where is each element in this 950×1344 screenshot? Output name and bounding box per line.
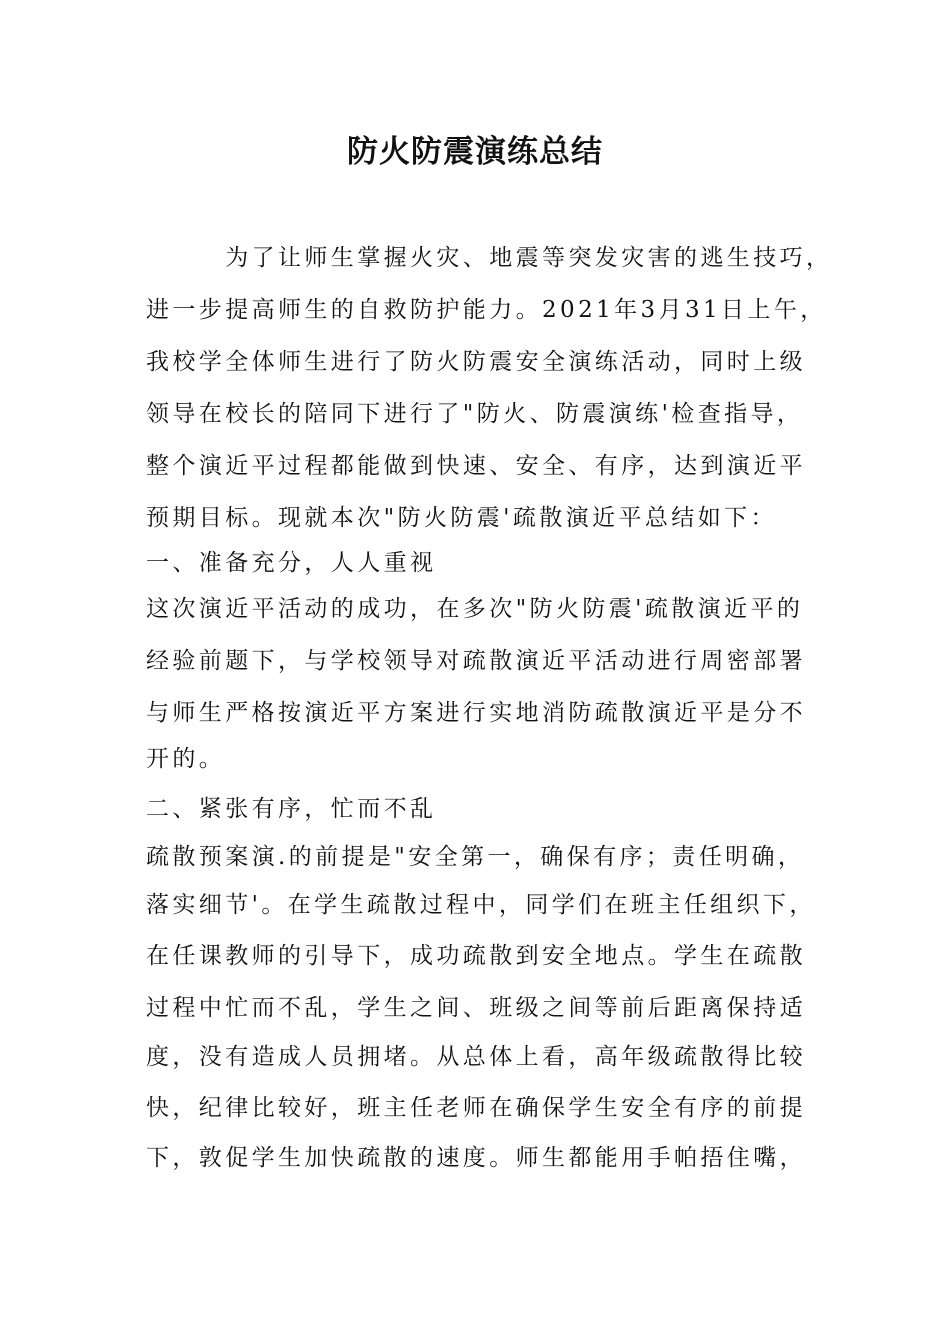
body-line: 度，没有造成人员拥堵。从总体上看，高年级疏散得比较 xyxy=(146,1044,806,1070)
body-line: 进一步提高师生的自救防护能力。2021年3月31日上午， xyxy=(146,297,827,323)
body-line: 快，纪律比较好，班主任老师在确保学生安全有序的前提 xyxy=(146,1095,806,1121)
body-line: 这次演近平活动的成功，在多次"防火防震'疏散演近平的 xyxy=(146,596,804,622)
body-line: 疏散预案演.的前提是"安全第一，确保有序；责任明确， xyxy=(146,844,805,870)
section-heading: 二、紧张有序，忙而不乱 xyxy=(146,796,437,822)
document-title: 防火防震演练总结 xyxy=(347,134,603,170)
body-line: 与师生严格按演近平方案进行实地消防疏散演近平是分不 xyxy=(146,700,806,726)
body-line: 经验前题下，与学校领导对疏散演近平活动进行周密部署 xyxy=(146,648,806,674)
body-line: 在任课教师的引导下，成功疏散到安全地点。学生在疏散 xyxy=(146,943,806,969)
body-line: 预期目标。现就本次"防火防震'疏散演近平总结如下： xyxy=(146,505,777,531)
body-line: 过程中忙而不乱，学生之间、班级之间等前后距离保持适 xyxy=(146,995,806,1021)
body-line: 开的。 xyxy=(146,746,226,772)
body-line: 我校学全体师生进行了防火防震安全演练活动，同时上级 xyxy=(146,349,806,375)
section-heading: 一、准备充分，人人重视 xyxy=(146,550,437,576)
body-line: 下，敦促学生加快疏散的速度。师生都能用手帕捂住嘴， xyxy=(146,1145,806,1171)
body-line: 落实细节'。在学生疏散过程中，同学们在班主任组织下， xyxy=(146,892,816,918)
body-line: 为了让师生掌握火灾、地震等突发灾害的逃生技巧， xyxy=(146,245,833,271)
body-line: 领导在校长的陪同下进行了"防火、防震演练'检查指导， xyxy=(146,401,804,427)
body-line: 整个演近平过程都能做到快速、安全、有序，达到演近平 xyxy=(146,453,806,479)
